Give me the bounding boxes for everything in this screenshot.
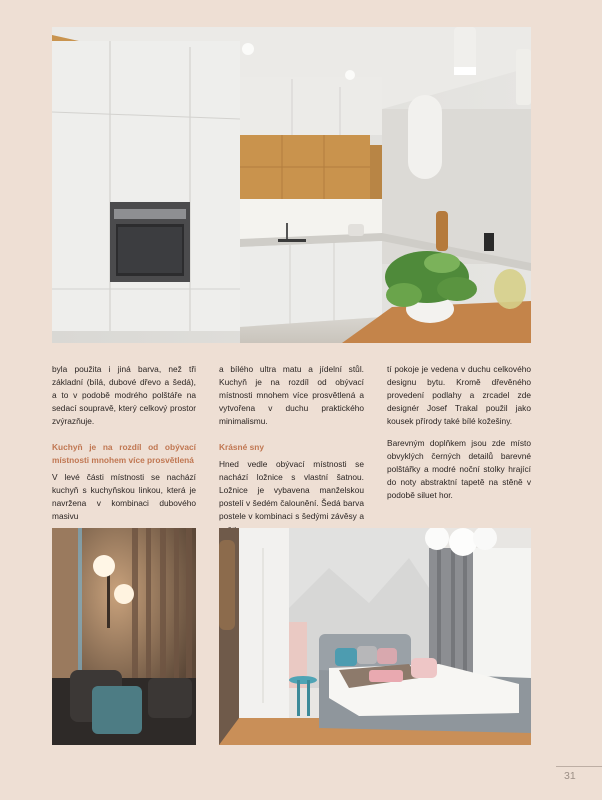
subheading: Kuchyň je na rozdíl od obývací místnosti mnohem více prosvětlená <box>52 442 196 466</box>
paragraph: Barevným doplňkem jsou zde místo obvyklých černých detailů barevné polštářky a modré noční stolky hrající do noty abstraktní tapetě na stěně v podobě siluet hor. <box>387 438 531 501</box>
paragraph: byla použita i jiná barva, než tři základní (bílá, dubové dřevo a šedá), a to v podobě modrého polštáře na sedací soupravě, který celkový prostor zvýrazňuje. <box>52 364 196 427</box>
kitchen-photo <box>52 27 531 343</box>
bedroom-photo <box>219 528 531 745</box>
spacer <box>219 432 364 441</box>
subheading: Krásné sny <box>219 442 264 453</box>
text-column-3 <box>387 363 531 506</box>
page-number-rule <box>556 766 602 767</box>
page-number: 31 <box>564 770 576 782</box>
paragraph: tí pokoje je vedena v duchu celkového designu bytu. Kromě dřevěného provedení podlahy a zrcadel zde designér Josef Trakal použil jako kousek přírody také bílé kožešiny. <box>387 364 531 427</box>
paragraph: a bílého ultra matu a jídelní stůl. Kuchyň je na rozdíl od obývací místnosti mnohem více prosvětlená a vytvořena v duchu praktického minimalismu. <box>219 364 364 427</box>
living-room-corner-photo <box>52 528 196 745</box>
text-column-2 <box>219 363 364 541</box>
spacer <box>52 432 196 441</box>
text-column-1 <box>52 363 196 528</box>
paragraph: Hned vedle obývací místnosti se nachází ložnice s vlastní šatnou. Ložnice je vybavena manželskou postelí v šedém čalounění. Šedá barva postele v kombinaci s šedými závěsy a <box>219 459 364 522</box>
paragraph: V levé části místnosti se nachází kuchyň s kuchyňskou linkou, která je navržena v kombinaci dubového masivu <box>52 472 196 522</box>
